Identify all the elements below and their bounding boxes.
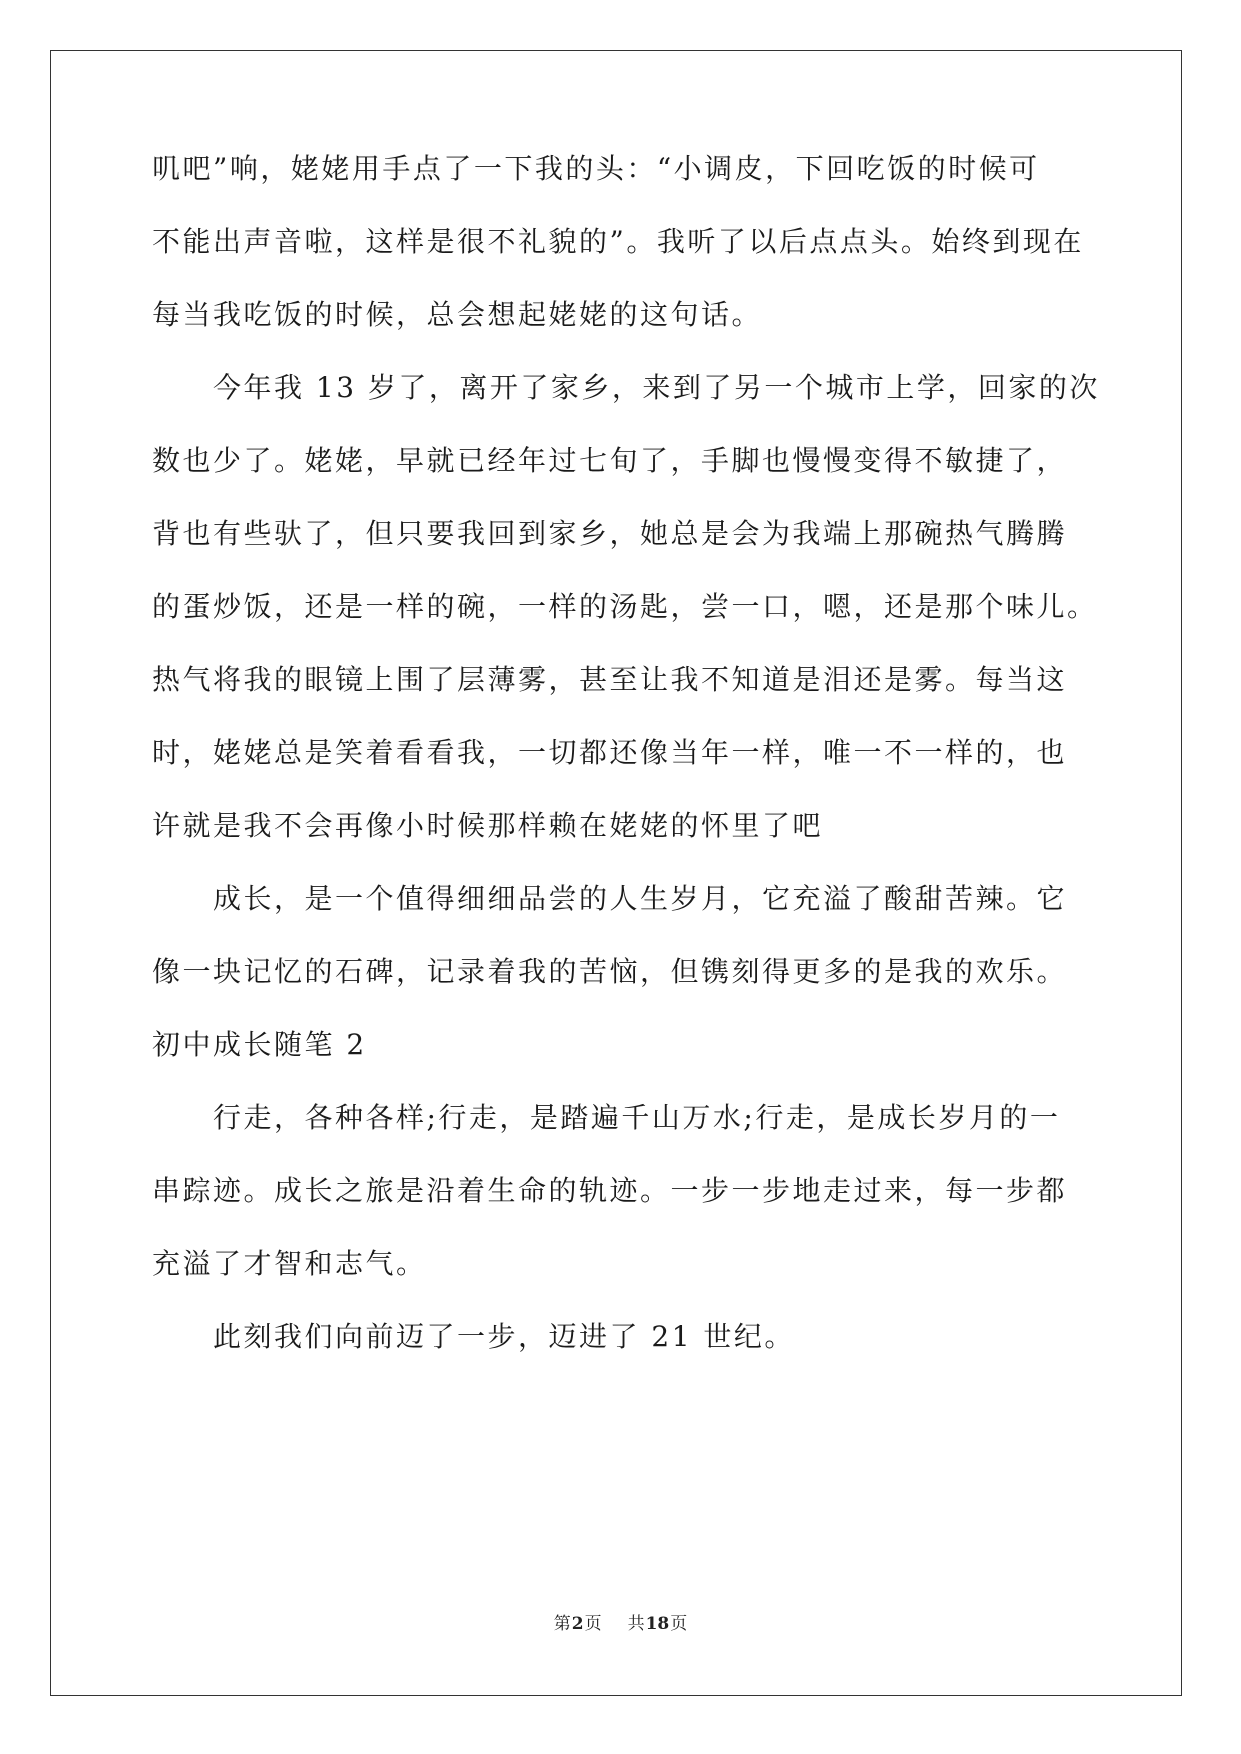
text-line: 成长，是一个值得细细品尝的人生岁月，它充溢了酸甜苦辣。它 [152, 882, 1068, 915]
text-line: 热气将我的眼镜上围了层薄雾，甚至让我不知道是泪还是雾。每当这 [152, 663, 1068, 696]
text-line: 今年我 13 岁了，离开了家乡，来到了另一个城市上学，回家的次 [152, 371, 1100, 404]
text-line: 许就是我不会再像小时候那样赖在姥姥的怀里了吧 [152, 809, 824, 842]
total-label-suffix: 页 [670, 1614, 688, 1634]
text-line: 时，姥姥总是笑着看看我，一切都还像当年一样，唯一不一样的，也 [152, 736, 1068, 769]
text-line: 行走，各种各样;行走，是踏遍千山万水;行走，是成长岁月的一 [152, 1101, 1061, 1134]
total-pages: 18 [645, 1614, 670, 1634]
text-line: 叽吧”响，姥姥用手点了一下我的头：“小调皮，下回吃饭的时候可 [152, 152, 1040, 185]
text-line: 充溢了才智和志气。 [152, 1247, 427, 1280]
text-line: 背也有些驮了，但只要我回到家乡，她总是会为我端上那碗热气腾腾 [152, 517, 1068, 550]
text-line: 像一块记忆的石碑，记录着我的苦恼，但镌刻得更多的是我的欢乐。 [152, 955, 1068, 988]
page-label-suffix: 页 [584, 1614, 602, 1634]
page-number: 2 [571, 1614, 584, 1634]
page-border [50, 50, 1182, 1696]
text-line: 的蛋炒饭，还是一样的碗，一样的汤匙，尝一口，嗯，还是那个味儿。 [152, 590, 1098, 623]
text-line: 串踪迹。成长之旅是沿着生命的轨迹。一步一步地走过来，每一步都 [152, 1174, 1068, 1207]
text-line: 每当我吃饭的时候，总会想起姥姥的这句话。 [152, 298, 763, 331]
text-line: 不能出声音啦，这样是很不礼貌的”。我听了以后点点头。始终到现在 [152, 225, 1084, 258]
text-line: 数也少了。姥姥，早就已经年过七旬了，手脚也慢慢变得不敏捷了， [152, 444, 1068, 477]
total-label-prefix: 共 [627, 1614, 645, 1634]
page-label-prefix: 第 [553, 1614, 571, 1634]
page-footer [0, 1613, 1241, 1635]
section-heading: 初中成长随笔 2 [152, 1028, 367, 1061]
text-line: 此刻我们向前迈了一步，迈进了 21 世纪。 [152, 1320, 795, 1353]
